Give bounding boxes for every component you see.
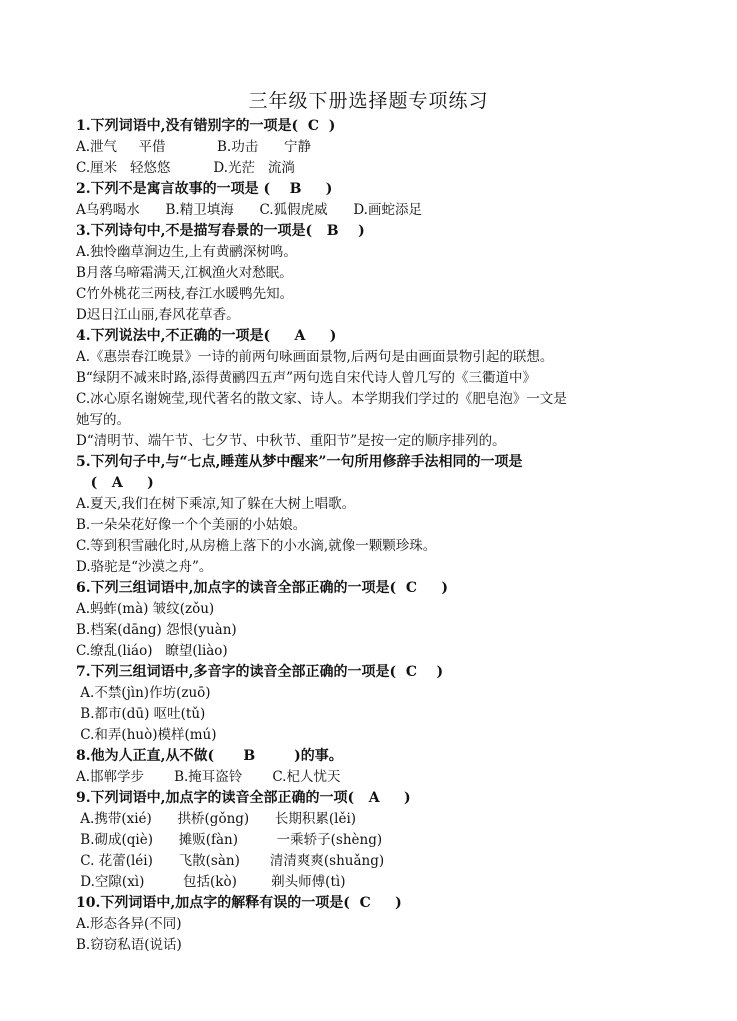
answer-option: C.等到积雪融化时,从房檐上落下的小水滴,就像一颗颗珍珠。 — [76, 538, 437, 554]
question-stem: 7.下列三组词语中,多音字的读音全部正确的一项是( C ) — [76, 664, 444, 680]
answer-option: A.泄气 平借 B.功击 宁静 — [76, 139, 311, 155]
answer-option: 她写的。 — [76, 412, 130, 428]
answer-option: C.和弄(huò)模样(mú) — [76, 727, 217, 743]
question-stem: 5.下列句子中,与“七点,睡莲从梦中醒来”一句所用修辞手法相同的一项是 — [76, 454, 523, 470]
answer-option: B“绿阴不减来时路,添得黄鹂四五声”两句选自宋代诗人曾几写的《三衢道中》 — [76, 370, 537, 386]
answer-option: B.档案(dāng) 怨恨(yuàn) — [76, 622, 237, 638]
answer-option: A.不禁(jìn)作坊(zuō) — [76, 685, 211, 701]
answer-option: A.蚂蚱(mà) 皱纹(zǒu) — [76, 601, 215, 617]
answer-option: C.厘米 轻悠悠 D.光茫 流淌 — [76, 160, 295, 176]
question-stem: 1.下列词语中,没有错别字的一项是( C ) — [76, 118, 336, 134]
answer-option: B.窃窃私语(说话) — [76, 937, 182, 953]
answer-option: B.砌成(qiè) 摊贩(fàn) 一乘轿子(shèng) — [76, 832, 383, 848]
answer-option: D迟日江山丽,春风花草香。 — [76, 307, 240, 323]
answer-option: A乌鸦喝水 B.精卫填海 C.狐假虎威 D.画蛇添足 — [76, 202, 422, 218]
answer-option: A.形态各异(不同) — [76, 916, 182, 932]
question-stem: ( A ) — [76, 475, 154, 491]
answer-option: B.都市(dū) 呕吐(tǔ) — [76, 706, 206, 722]
answer-option: C.冰心原名谢婉莹,现代著名的散文家、诗人。本学期我们学过的《肥皂泡》一文是 — [76, 391, 567, 407]
question-stem: 4.下列说法中,不正确的一项是( A ) — [76, 328, 337, 344]
answer-option: D.骆驼是“沙漠之舟”。 — [76, 559, 213, 575]
question-list — [76, 116, 666, 956]
answer-option: A.携带(xié) 拱桥(gǒng) 长期积累(lěi) — [76, 811, 357, 827]
answer-option: A.独怜幽草涧边生,上有黄鹂深树鸣。 — [76, 244, 297, 260]
question-stem: 9.下列词语中,加点字的读音全部正确的一项( A ) — [76, 790, 411, 806]
answer-option: A.夏天,我们在树下乘凉,知了躲在大树上唱歌。 — [76, 496, 356, 512]
answer-option: D“清明节、端午节、七夕节、中秋节、重阳节”是按一定的顺序排列的。 — [76, 433, 506, 449]
answer-option: A.《惠崇春江晚景》一诗的前两句咏画面景物,后两句是由画面景物引起的联想。 — [76, 349, 554, 365]
answer-option: B.一朵朵花好像一个个美丽的小姑娘。 — [76, 517, 307, 533]
question-stem: 6.下列三组词语中,加点字的读音全部正确的一项是( C ) — [76, 580, 448, 596]
worksheet-title: 三年级下册选择题专项练习 — [248, 90, 489, 112]
answer-option: C. 花蕾(léi) 飞散(sàn) 清清爽爽(shuǎng) — [76, 853, 385, 869]
answer-option: C.缭乱(liáo) 瞭望(liào) — [76, 643, 228, 659]
answer-option: D.空隙(xì) 包括(kò) 剃头师傅(tì) — [76, 874, 346, 890]
question-stem: 8.他为人正直,从不做( B )的事。 — [76, 748, 343, 764]
question-stem: 2.下列不是寓言故事的一项是 ( B ) — [76, 181, 333, 197]
question-stem: 10.下列词语中,加点字的解释有误的一项是( C ) — [76, 895, 402, 911]
answer-option: B月落乌啼霜满天,江枫渔火对愁眠。 — [76, 265, 293, 281]
answer-option: C竹外桃花三两枝,春江水暖鸭先知。 — [76, 286, 294, 302]
question-stem: 3.下列诗句中,不是描写春景的一项是( B ) — [76, 223, 365, 239]
answer-option: A.邯郸学步 B.掩耳盗铃 C.杞人忧天 — [76, 769, 341, 785]
